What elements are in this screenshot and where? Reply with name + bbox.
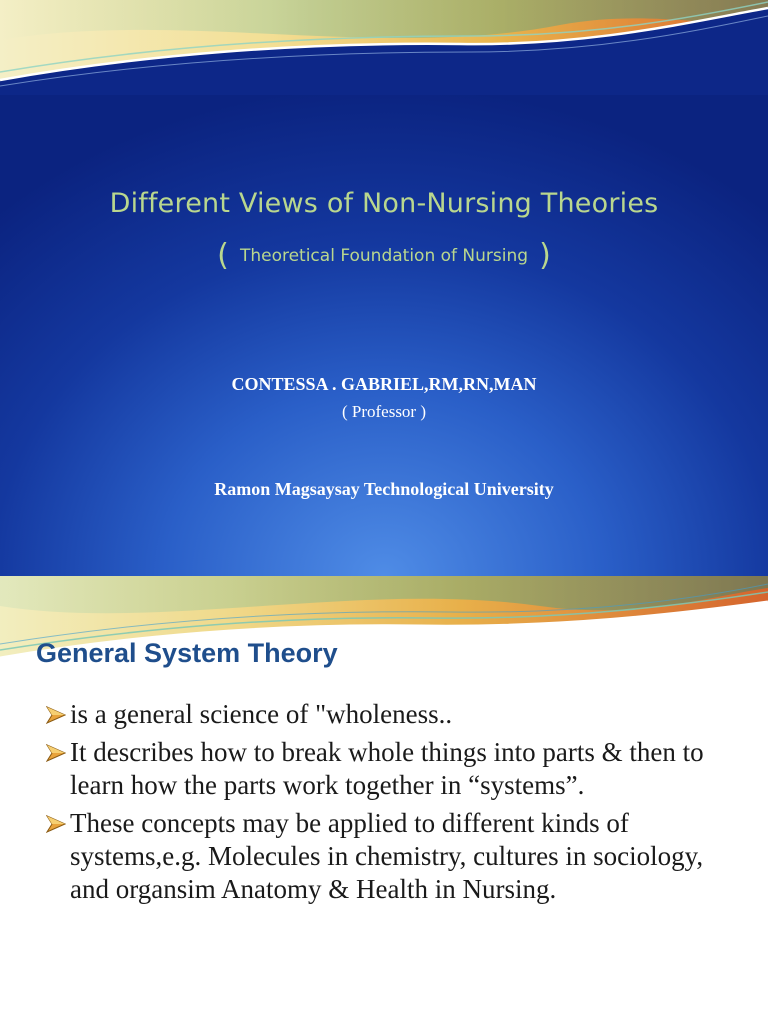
section-heading: General System Theory	[36, 638, 338, 668]
arrowhead-bullet-icon	[46, 706, 66, 724]
slide-title: Different Views of Non-Nursing Theories	[109, 188, 659, 219]
bullet-text: These concepts may be applied to different kinds of systems,e.g. Molecules in chemistry, cultures in sociology, and organsim Anatomy & Health in Nursing.	[70, 808, 704, 904]
subtitle-open-paren: (	[217, 238, 229, 273]
author-role: ( Professor )	[341, 402, 427, 421]
list-item	[46, 807, 746, 906]
content-slide	[0, 576, 768, 1024]
bullet-list	[46, 698, 746, 911]
bullet-text: It describes how to break whole things into parts & then to learn how the parts work together in “systems”.	[70, 737, 704, 800]
slide-subtitle: Theoretical Foundation of Nursing	[239, 245, 529, 266]
subtitle-close-paren: )	[539, 238, 551, 273]
author-name: CONTESSA . GABRIEL,RM,RN,MAN	[231, 374, 537, 394]
arrowhead-bullet-icon	[46, 744, 66, 762]
bullet-text: is a general science of "wholeness..	[70, 699, 453, 729]
list-item	[46, 698, 746, 731]
arrowhead-bullet-icon	[46, 815, 66, 833]
subtitle-line	[0, 238, 768, 273]
decorative-wave-banner	[0, 0, 768, 95]
university-name: Ramon Magsaysay Technological University	[214, 479, 554, 499]
list-item	[46, 736, 746, 802]
